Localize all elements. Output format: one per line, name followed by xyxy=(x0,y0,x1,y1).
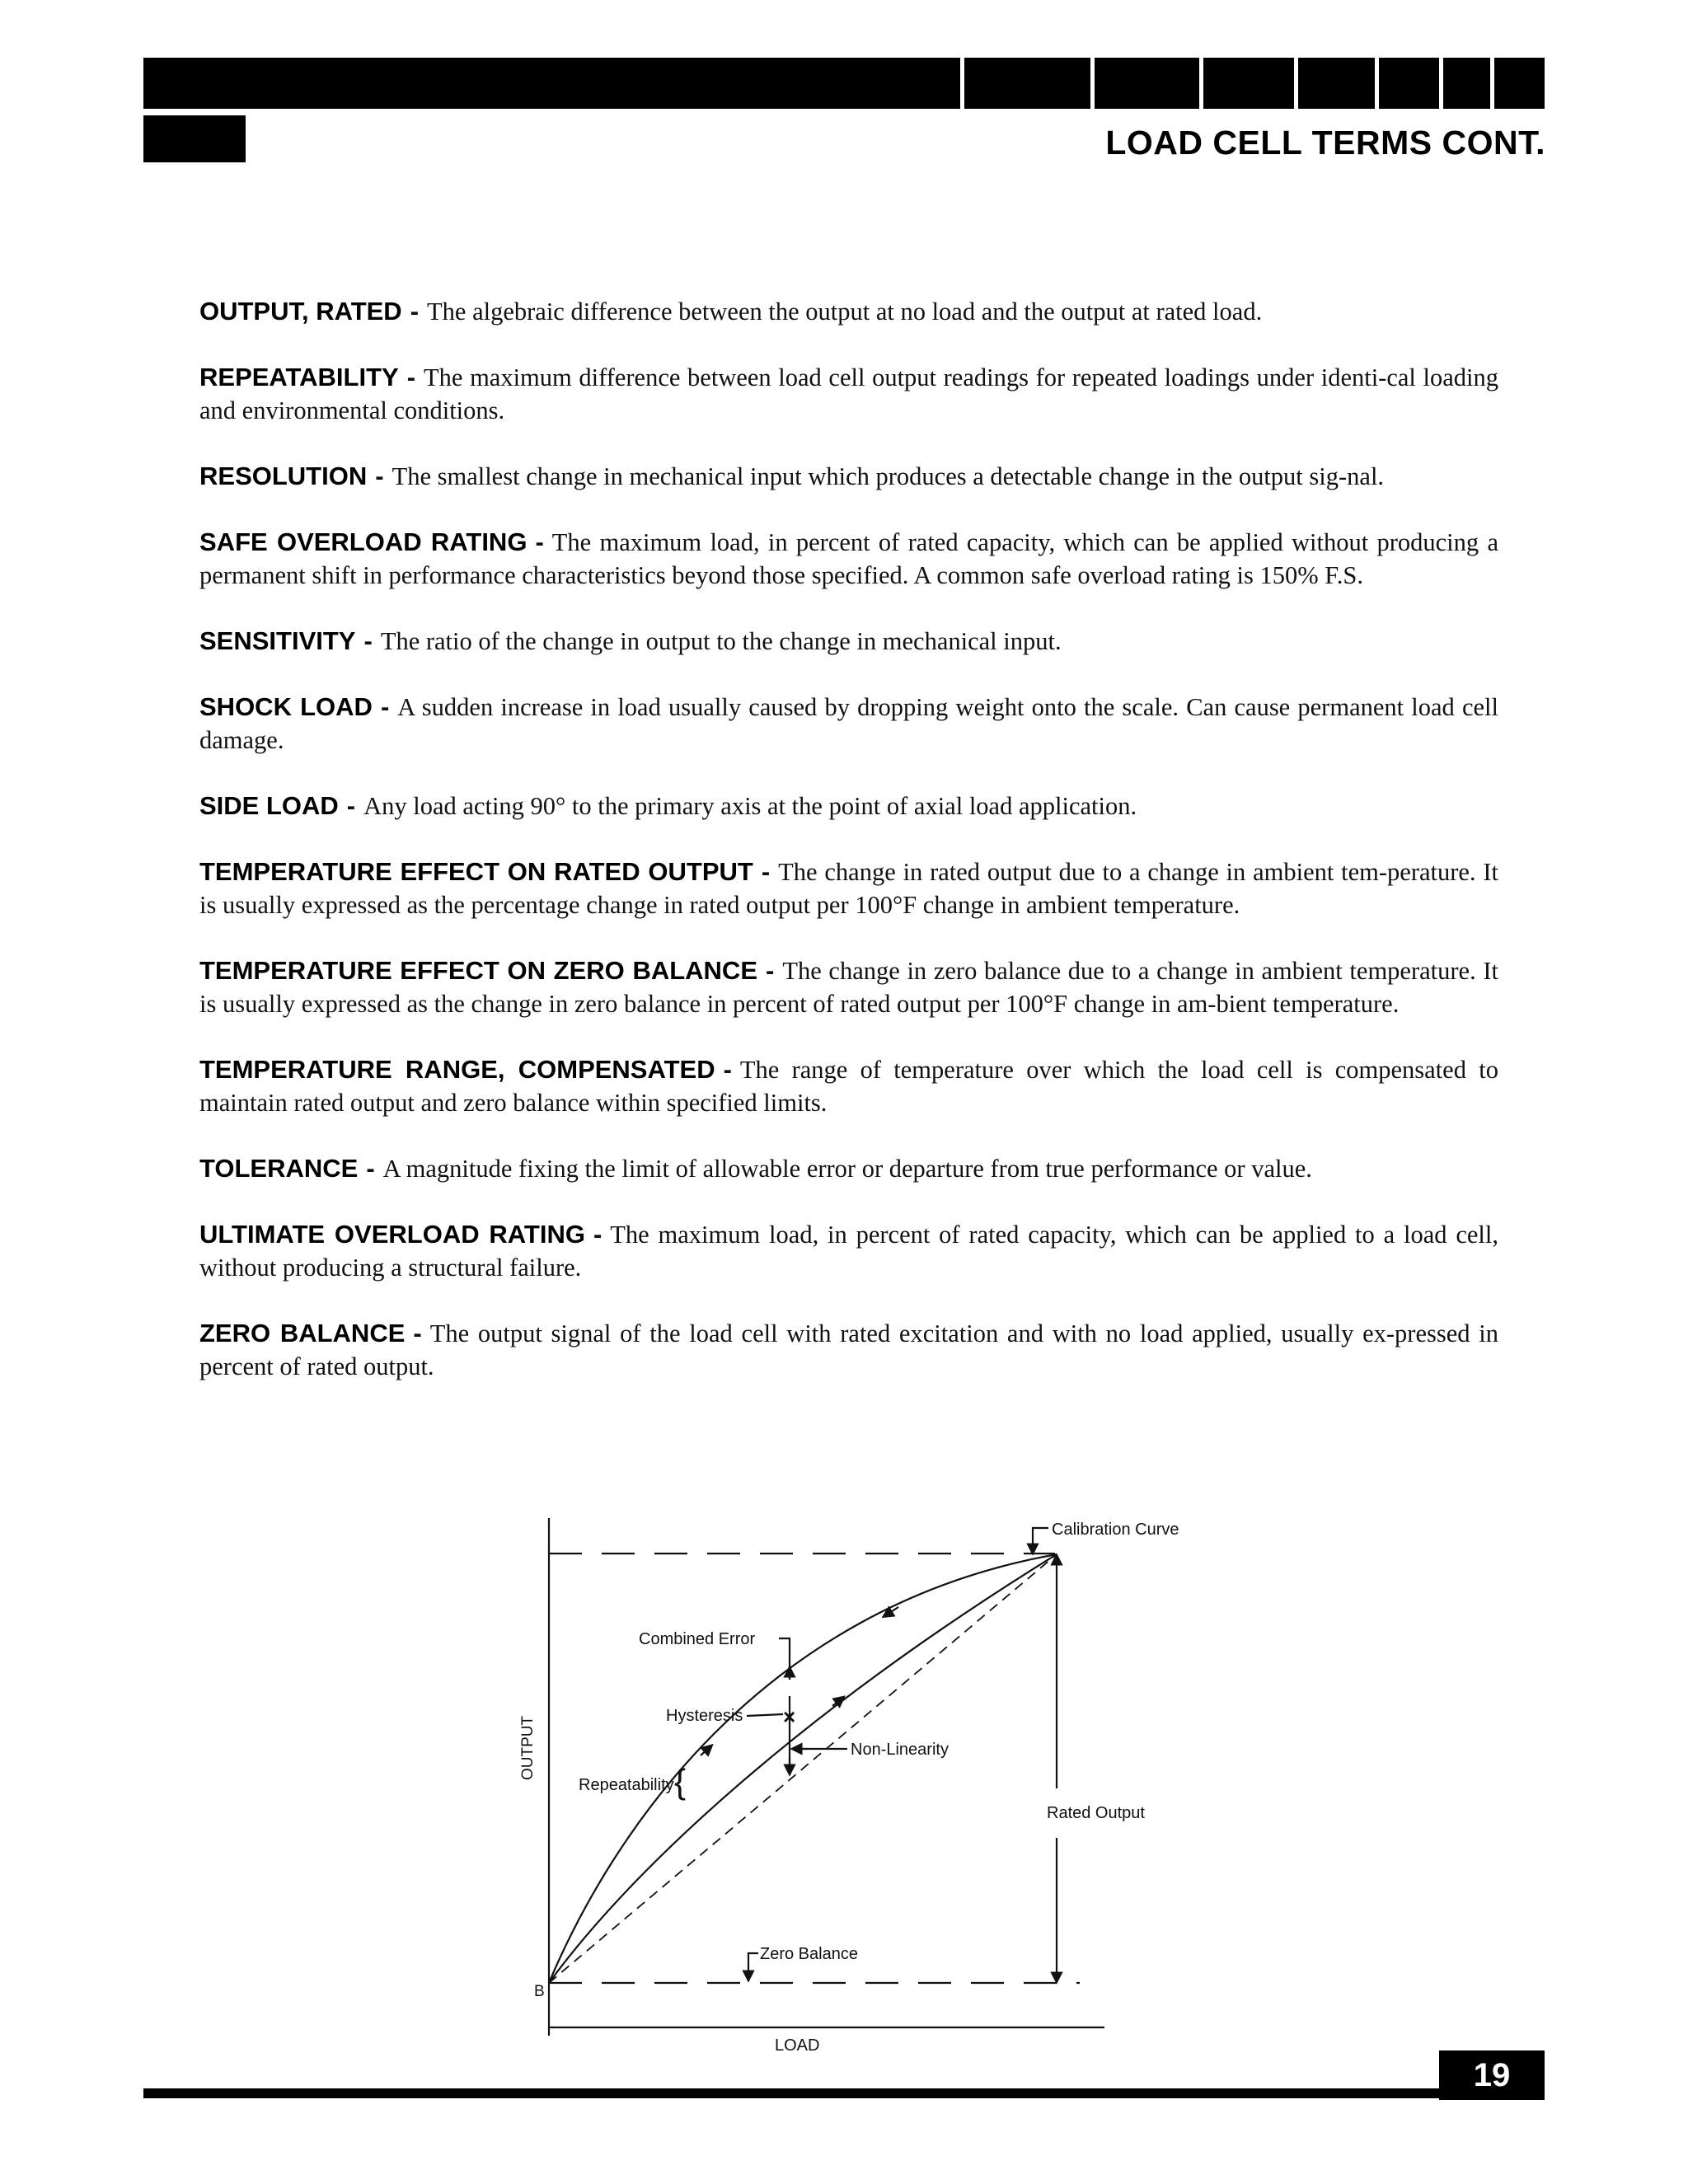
calibration-diagram-svg xyxy=(511,1508,1195,2052)
term-side-load xyxy=(199,790,1498,823)
term-separator: - xyxy=(375,462,384,490)
term-sensitivity xyxy=(199,625,1498,658)
term-name: OUTPUT, RATED xyxy=(199,297,402,326)
output-axis-label: OUTPUT xyxy=(519,1715,537,1780)
header-divider xyxy=(1090,58,1095,109)
term-name: SIDE LOAD xyxy=(199,791,339,820)
calibration-curve-label: Calibration Curve xyxy=(1052,1521,1179,1539)
term-separator: - xyxy=(366,1154,375,1183)
term-definition: The maximum load, in percent of rated capacity, which can be applied to a load cell, without producing a structural failure. xyxy=(199,1221,1498,1282)
term-separator: - xyxy=(761,857,771,886)
term-definition: The maximum difference between load cell output readings for repeated loadings under identi-cal loading and environmental conditions. xyxy=(199,363,1498,424)
term-definition: The ratio of the change in output to the change in mechanical input. xyxy=(380,627,1062,655)
term-shock-load xyxy=(199,691,1498,757)
term-output-rated xyxy=(199,295,1498,328)
term-temperature-effect-zero-balance xyxy=(199,954,1498,1020)
header-divider xyxy=(1439,58,1443,109)
header-block xyxy=(143,115,246,162)
combined-error-leader xyxy=(779,1638,790,1680)
term-name: REPEATABILITY xyxy=(199,363,399,391)
zero-balance-leader xyxy=(748,1953,758,1976)
term-definition: The output signal of the load cell with rated excitation and with no load applied, usually ex-pressed in percent of rated output. xyxy=(199,1319,1498,1380)
header-divider xyxy=(1490,58,1494,109)
header-divider xyxy=(1199,58,1203,109)
non-linearity-label: Non-Linearity xyxy=(851,1741,949,1759)
calibration-diagram xyxy=(511,1508,1195,2052)
term-separator: - xyxy=(766,956,775,985)
combined-error-label: Combined Error xyxy=(639,1630,756,1648)
term-name: ZERO BALANCE xyxy=(199,1319,406,1347)
term-definition: The change in zero balance due to a change in ambient temperature. It is usually expressed as the change in zero balance in percent of rated output per 100°F change in am-bient temperature. xyxy=(199,957,1498,1018)
term-separator: - xyxy=(413,1319,422,1347)
term-separator: - xyxy=(723,1055,732,1084)
term-separator: - xyxy=(380,692,390,721)
term-name: TEMPERATURE EFFECT ON ZERO BALANCE xyxy=(199,956,757,985)
term-definition: The change in rated output due to a change in ambient tem-perature. It is usually expressed as the percentage change in rated output per 100°F change in ambient temperature. xyxy=(199,858,1499,919)
ideal-straight-line xyxy=(549,1554,1057,1983)
term-definition: Any load acting 90° to the primary axis at the point of axial load application. xyxy=(363,792,1137,820)
term-temperature-range-compensated xyxy=(199,1053,1498,1119)
repeatability-brace: { xyxy=(674,1762,687,1801)
header-bar xyxy=(143,58,1545,109)
calibration-curve-leader xyxy=(1033,1528,1048,1549)
hysteresis-label: Hysteresis xyxy=(666,1707,743,1725)
term-name: ULTIMATE OVERLOAD RATING xyxy=(199,1220,585,1249)
term-repeatability xyxy=(199,361,1498,427)
term-separator: - xyxy=(593,1220,603,1249)
term-safe-overload-rating xyxy=(199,526,1498,592)
term-name: SENSITIVITY xyxy=(199,626,356,655)
page-title: LOAD CELL TERMS CONT. xyxy=(1105,124,1545,162)
page-number: 19 xyxy=(1439,2050,1545,2100)
hysteresis-leader xyxy=(747,1714,783,1716)
term-definition: The range of temperature over which the load cell is compensated to maintain rated output and zero balance within specified limits. xyxy=(199,1056,1498,1117)
origin-label: B xyxy=(534,1983,545,2000)
term-separator: - xyxy=(363,626,373,655)
term-name: TEMPERATURE RANGE, COMPENSATED xyxy=(199,1055,715,1084)
zero-balance-label: Zero Balance xyxy=(760,1945,858,1963)
term-name: SAFE OVERLOAD RATING xyxy=(199,527,528,556)
term-separator: - xyxy=(535,527,544,556)
term-separator: - xyxy=(406,363,416,391)
term-definition: The smallest change in mechanical input which produces a detectable change in the output sig-nal. xyxy=(392,462,1385,490)
term-separator: - xyxy=(410,297,420,326)
term-definition: A magnitude fixing the limit of allowable error or departure from true performance or value. xyxy=(382,1155,1312,1183)
term-separator: - xyxy=(346,791,356,820)
hysteresis-x-marker: × xyxy=(783,1704,796,1729)
footer-bar xyxy=(143,2088,1545,2098)
header-divider xyxy=(960,58,964,109)
term-name: RESOLUTION xyxy=(199,462,368,490)
header-divider xyxy=(1375,58,1379,109)
load-axis-label: LOAD xyxy=(775,2036,820,2052)
header-divider xyxy=(1294,58,1298,109)
term-ultimate-overload-rating xyxy=(199,1218,1498,1284)
terms-list xyxy=(199,295,1498,1416)
term-zero-balance xyxy=(199,1317,1498,1383)
term-definition: A sudden increase in load usually caused by dropping weight onto the scale. Can cause permanent load cell damage. xyxy=(199,693,1498,754)
term-temperature-effect-rated-output xyxy=(199,855,1498,921)
term-name: TEMPERATURE EFFECT ON RATED OUTPUT xyxy=(199,857,753,886)
rated-output-label: Rated Output xyxy=(1047,1804,1145,1822)
term-name: SHOCK LOAD xyxy=(199,692,373,721)
ascending-curve-arrow xyxy=(701,1748,709,1755)
term-definition: The maximum load, in percent of rated capacity, which can be applied without producing a permanent shift in performance characteristics beyond those specified. A common safe overload rating is 150% F.S. xyxy=(199,528,1498,589)
repeatability-label: Repeatability xyxy=(579,1776,674,1794)
term-tolerance xyxy=(199,1152,1498,1185)
term-resolution xyxy=(199,460,1498,493)
term-definition: The algebraic difference between the output at no load and the output at rated load. xyxy=(427,298,1263,326)
term-name: TOLERANCE xyxy=(199,1154,359,1183)
